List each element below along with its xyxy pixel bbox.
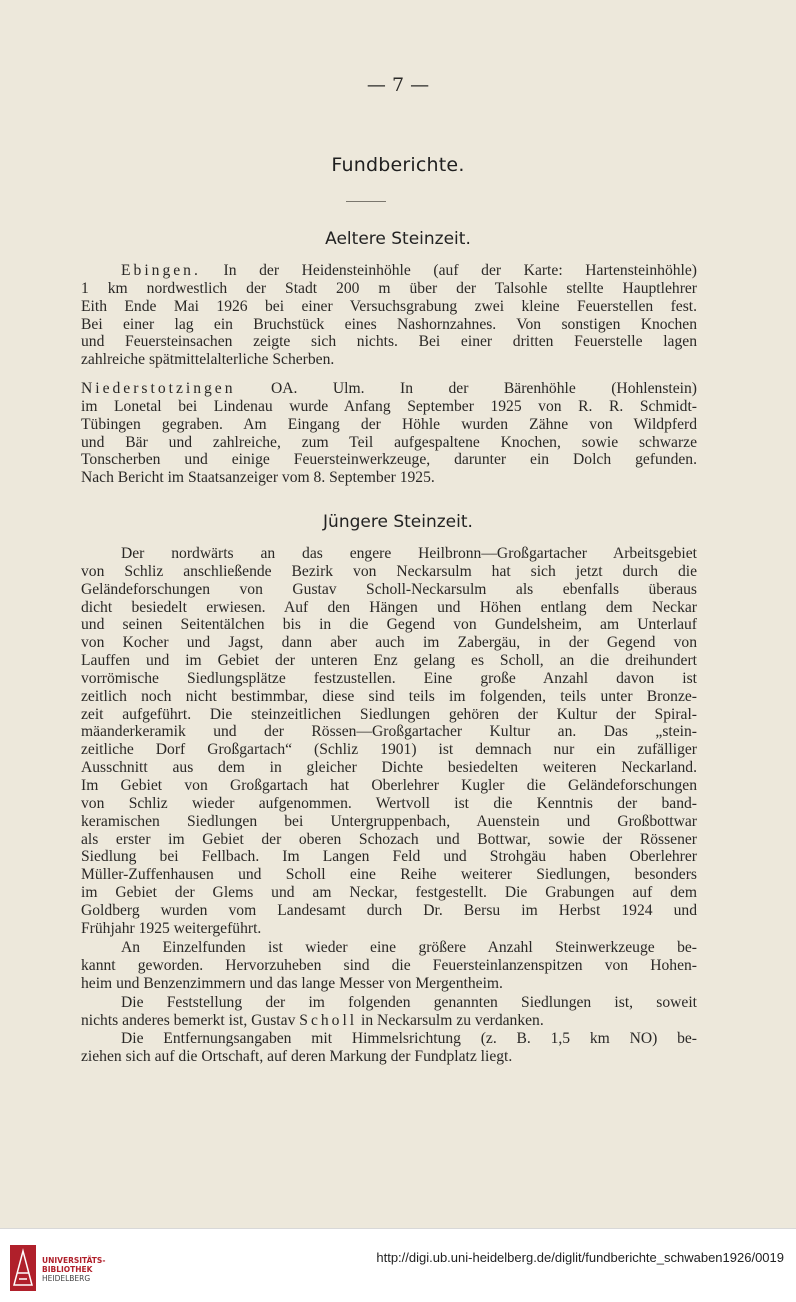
line-text: Geländeforschungen von Gustav Scholl-Neckarsulm als ebenfalls überaus [81, 580, 697, 598]
text-line [81, 670, 697, 688]
text-line [81, 599, 697, 617]
text-line [81, 939, 697, 957]
line-text: als erster im Gebiet der oberen Schozach und Bottwar, sowie der Rössener [81, 830, 697, 848]
text-line [81, 280, 697, 298]
line-text: zahlreiche spätmittelalterliche Scherben. [81, 351, 335, 369]
page-title: Fundberichte. [331, 154, 465, 176]
text-line [81, 634, 697, 652]
line-text: vorrömische Siedlungsplätze festzustellen. Eine große Anzahl davon ist [81, 669, 697, 687]
place-name: Scholl [299, 1011, 358, 1029]
library-name-line2: BIBLIOTHEK [42, 1265, 93, 1274]
text-line [81, 1012, 697, 1030]
paragraph-entfernungsangaben [81, 1030, 697, 1066]
line-text: mäanderkeramik und der Rössen—Großgartacher Kultur an. Das „stein- [81, 723, 697, 741]
text-line [81, 848, 697, 866]
line-text: und Bär und zahlreiche, zum Teil aufgespaltene Knochen, sowie schwarze [81, 433, 697, 451]
line-text: ziehen sich auf die Ortschaft, auf deren Markung der Fundplatz liegt. [81, 1047, 513, 1065]
line-text: zeitliche Dorf Großgartach“ (Schliz 1901) ist demnach nur ein zufälliger [81, 741, 697, 759]
place-name: Ebingen. [121, 262, 201, 279]
text-line [81, 795, 697, 813]
text-line [81, 902, 697, 920]
text-line [81, 416, 697, 434]
line-text: Bei einer lag ein Bruchstück eines Nashornzahnes. Von sonstigen Knochen [81, 315, 697, 333]
source-url[interactable]: http://digi.ub.uni-heidelberg.de/diglit/fundberichte_schwaben1926/0019 [376, 1250, 784, 1265]
line-text: Der nordwärts an das engere Heilbronn—Großgartacher Arbeitsgebiet [121, 545, 697, 562]
line-text: von Schliz anschließende Bezirk von Neckarsulm hat sich jetzt durch die [81, 562, 697, 580]
line-text: Im Gebiet von Großgartach hat Oberlehrer Kugler die Geländeforschungen [81, 776, 697, 794]
line-text: Goldberg wurden vom Landesamt durch Dr. Bersu im Herbst 1924 und [81, 901, 697, 919]
line-text: Tonscherben und einige Feuersteinwerkzeuge, darunter ein Dolch gefunden. [81, 451, 697, 469]
line-text: und Feuersteinsachen zeigte sich nichts. Bei einer dritten Feuerstelle lagen [81, 333, 697, 351]
text-line [81, 741, 697, 759]
paragraph-feststellung [81, 994, 697, 1030]
paragraph-niederstotzingen [81, 380, 697, 487]
place-name: Niederstotzingen [81, 380, 236, 397]
library-footer [0, 1228, 796, 1302]
text-line [81, 723, 697, 741]
line-text: Die Entfernungsangaben mit Himmelsrichtung (z. B. 1,5 km NO) be- [121, 1030, 697, 1047]
text-line [81, 581, 697, 599]
line-text: und seinen Seitentälchen bis in die Gegend von Gundelsheim, am Unterlauf [81, 616, 697, 634]
line-text: OA. Ulm. In der Bärenhöhle (Hohlenstein) [235, 380, 697, 397]
line-text: Ausschnitt aus dem in gleicher Dichte besiedelten weiteren Neckarland. [81, 759, 697, 777]
line-text: Lauffen und im Gebiet der unteren Enz gelang es Scholl, an die dreihundert [81, 652, 697, 670]
text-line [81, 975, 697, 993]
section-heading-juengere: Jüngere Steinzeit. [323, 512, 473, 532]
text-line [81, 351, 697, 369]
text-line [81, 316, 697, 334]
line-text: kannt geworden. Hervorzuheben sind die Feuersteinlanzenspitzen von Hohen- [81, 956, 697, 974]
text-line [81, 813, 697, 831]
text-line [81, 451, 697, 469]
text-line [81, 380, 697, 398]
line-text: zeitlich noch nicht bestimmbar, diese sind teils im folgenden, teils unter Bronze- [81, 687, 697, 705]
text-line [81, 469, 697, 487]
library-logo-icon [10, 1245, 36, 1291]
text-line [81, 957, 697, 975]
line-text: nichts anderes bemerkt ist, Gustav [81, 1011, 300, 1029]
title-divider [346, 201, 386, 202]
line-text: 1 km nordwestlich der Stadt 200 m über der Talsohle stellte Hauptlehrer [81, 279, 697, 297]
line-text: von Schliz wieder aufgenommen. Wertvoll ist die Kenntnis der band- [81, 794, 697, 812]
line-text: in Neckarsulm zu verdanken. [357, 1011, 544, 1029]
text-line [81, 262, 697, 280]
section-heading-aeltere: Aeltere Steinzeit. [325, 229, 471, 249]
text-line [81, 759, 697, 777]
line-text: Die Feststellung der im folgenden genannten Siedlungen ist, soweit [121, 994, 697, 1011]
text-line [81, 777, 697, 795]
text-line [81, 920, 697, 938]
text-line [81, 398, 697, 416]
line-text: Müller-Zuffenhausen und Scholl eine Reihe weiterer Siedlungen, besonders [81, 866, 697, 884]
paragraph-einzelfunde [81, 939, 697, 993]
line-text: im Lonetal bei Lindenau wurde Anfang September 1925 von R. R. Schmidt- [81, 397, 697, 415]
line-text: Tübingen gegraben. Am Eingang der Höhle wurden Zähne von Wildpferd [81, 415, 697, 433]
line-text: An Einzelfunden ist wieder eine größere Anzahl Steinwerkzeuge be- [121, 939, 697, 956]
text-line [81, 616, 697, 634]
text-line [81, 298, 697, 316]
text-line [81, 866, 697, 884]
line-text: von Kocher und Jagst, dann aber auch im Zabergäu, in der Gegend von [81, 634, 697, 652]
text-line [81, 563, 697, 581]
line-text: Eith Ende Mai 1926 bei einer Versuchsgrabung zwei kleine Feuerstellen fest. [81, 297, 697, 315]
paragraph-ebingen [81, 262, 697, 369]
text-line [81, 652, 697, 670]
text-line [81, 688, 697, 706]
text-line [81, 884, 697, 902]
library-name-line3: HEIDELBERG [42, 1274, 91, 1283]
text-line [81, 994, 697, 1012]
page-number: — 7 — [366, 74, 430, 96]
text-line [81, 545, 697, 563]
line-text: zeit aufgeführt. Die steinzeitlichen Siedlungen gehören der Kultur der Spiral- [81, 705, 697, 723]
line-text: Frühjahr 1925 weitergeführt. [81, 919, 262, 937]
line-text: Nach Bericht im Staatsanzeiger vom 8. September 1925. [81, 469, 435, 487]
text-line [81, 333, 697, 351]
line-text: im Gebiet der Glems und am Neckar, festgestellt. Die Grabungen auf dem [81, 884, 697, 902]
text-line [81, 1048, 697, 1066]
text-line [81, 1030, 697, 1048]
text-line [81, 434, 697, 452]
paragraph-neckarsulm [81, 545, 697, 938]
line-text: heim und Benzenzimmern und das lange Messer von Mergentheim. [81, 974, 503, 992]
library-name-line1: UNIVERSITÄTS- [42, 1256, 106, 1265]
line-text: dicht besiedelt erwiesen. Auf den Hängen und Höhen entlang dem Neckar [81, 598, 697, 616]
line-text: In der Heidensteinhöhle (auf der Karte: Hartensteinhöhle) [200, 262, 697, 279]
line-text: Siedlung bei Fellbach. Im Langen Feld und Strohgäu haben Oberlehrer [81, 848, 697, 866]
text-line [81, 706, 697, 724]
line-text: keramischen Siedlungen bei Untergruppenbach, Auenstein und Großbottwar [81, 812, 697, 830]
text-line [81, 831, 697, 849]
library-name [42, 1256, 105, 1283]
